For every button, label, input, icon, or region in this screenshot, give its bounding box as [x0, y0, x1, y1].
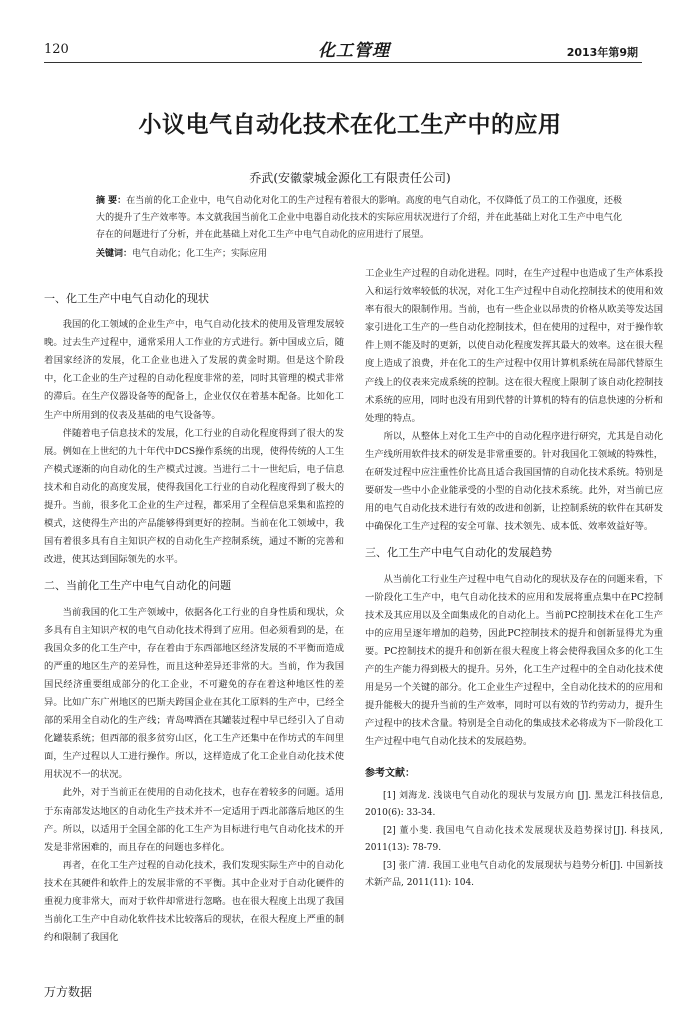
section-1-heading: 一、化工生产中电气自动化的现状 [44, 292, 209, 305]
paragraph: 伴随着电子信息技术的发展，化工行业的自动化程度得到了很大的发展。例如在上世纪的九十年代中DCS操作系统的出现，使得传统的人工生产模式逐渐的向自动化的生产模式过渡。当进行二十一世纪后，电子信息技术和自动化的高度发展，使得我国化工行业的自动化程度得到了极大的提升。当前，很多化工企业的生产过程，都采用了全程信息采集和监控的模式，这使得生产出的产品能够得到更好的控制。当前在化工领域中，我国有着很多具有自主知识产权的自动化生产控制系统，通过不断的完善和改进，使其达到国际领先的水平。 [44, 427, 344, 566]
right-column [365, 265, 663, 893]
abstract [96, 193, 622, 244]
page-number: 120 [44, 42, 69, 57]
journal-logo: 化工管理 [318, 41, 390, 61]
keywords [96, 246, 622, 259]
reference-item: [2] 董小斐. 我国电气自动化技术发展现状及趋势探讨[J]. 科技风, 2011(13): 78-79. [365, 825, 663, 854]
article-title: 小议电气自动化技术在化工生产中的应用 [138, 111, 562, 138]
references-heading: 参考文献： [365, 768, 415, 780]
abstract-label: 摘 要： [96, 196, 127, 206]
paragraph: 所以，从整体上对化工生产中的自动化程序进行研究，尤其是自动化生产线所用软件技术的研发是非常重要的。针对我国化工领域的特殊性，在研发过程中应注重性价比高且适合我国国情的自动化技术系统。特别是要研发一些中小企业能承受的小型的自动化技术系统。此外，对当前已应用的电气自动化技术进行有效的改进和创新，让控制系统的软件在其研发中确保化工生产过程的安全可靠、技术领先、成本低、效率效益好等。 [365, 430, 663, 533]
paragraph: 当前我国的化工生产领域中，依据各化工行业的自身性质和现状，众多具有自主知识产权的电气自动化技术得到了应用。但必须看到的是，在我国众多的化工生产中，存在着由于东西部地区经济发展的不平衡而造成的严重的地区生产的差异性，而且这种差异还非常的大。当前，作为我国国民经济重要组成部分的化工企业，不可避免的存在着这种地区性的差异。比如广东广州地区的巴斯夫跨国企业在其化工原料的生产中，已经全部的采用全自动化的生产线；青岛啤酒在其罐装过程中早已经引入了自动化罐装系统；但西部的很多贫穷山区，化工生产还集中在作坊式的车间里面，生产过程以人工进行操作。所以，这样造成了化工企业自动化技术使用状况不一的状况。 [44, 606, 344, 781]
paragraph: 我国的化工领域的企业生产中，电气自动化技术的使用及管理发展较晚。过去生产过程中，通常采用人工作业的方式进行。新中国成立后，随着国家经济的发展，化工企业也进入了发展的黄金时期。但是这个阶段中，化工企业的生产过程的自动化程度非常的差，同时其管理的模式非常的滞后。在生产仪器设备等的配备上，企业仅仅在着基本配备。比如化工生产中所用到的仪表及基础的电气设备等。 [44, 319, 344, 421]
watermark: 万方数据 [44, 985, 93, 999]
reference-item: [1] 刘海龙. 浅谈电气自动化的现状与发展方向 [J]. 黑龙江科技信息, 2010(6): 33-34. [365, 790, 663, 819]
paragraph: 此外，对于当前正在使用的自动化技术，也存在着较多的问题。适用于东南部发达地区的自动化生产技术并不一定适用于西北部落后地区的生产。所以，以适用于全国全部的化工生产为目标进行电气自动化技术的开发是非常困难的，而且存在的问题也多样化。 [44, 787, 344, 853]
paragraph: 再者，在化工生产过程的自动化技术，我们发现实际生产中的自动化技术在其硬件和软件上的发展非常的不平衡。其中企业对于自动化硬件的重视力度非常大，而对于软件却常进行忽略。也在很大程度上出现了我国当前化工生产中自动化软件技术比较落后的现状，在很大程度上严重的制约和限制了我国化 [44, 859, 344, 944]
author-line: 乔武(安徽蒙城金源化工有限责任公司) [249, 171, 451, 185]
section-3-heading: 三、化工生产中电气自动化的发展趋势 [365, 546, 552, 560]
keywords-text: 电气自动化；化工生产；实际应用 [132, 249, 268, 259]
paragraph-continued: 工企业生产过程的自动化进程。同时，在生产过程中也造成了生产体系投入和运行效率较低的状况，对化工生产过程中自动化控制技术的使用和效率有很大的限制作用。当前，也有一些企业以昂贵的价格从欧美等发达国家引进化工生产的一些自动化控制技术，但在使用的过程中，对于操作软件上则不能及时的更新，以使自动化程度发挥其最大的效率。这在很大程度上造成了浪费，并在化工的生产过程中仅用计算机系统在局部代替原生产线上的仪表来完成系统的控制。这在很大程度上限制了该自动化控制技术系统的应用，同时也没有用到代替的计算机的特有的信息快速的分析和处理的特点。 [365, 268, 663, 424]
reference-item: [3] 张广清. 我国工业电气自动化的发展现状与趋势分析[J]. 中国新技术新产品, 2011(11): 104. [365, 860, 663, 889]
keywords-label: 关键词： [96, 249, 133, 259]
paragraph: 从当前化工行业生产过程中电气自动化的现状及存在的问题来看，下一阶段化工生产中，电气自动化技术的应用和发展将重点集中在PC控制技术及其应用以及全面集成化的自动化上。当前PC控制技术在化工生产中的应用呈逐年增加的趋势，因此PC控制技术的提升和创新显得尤为重要。PC控制技术的提升和创新在很大程度上将会使得我国众多的化工生产的生产能力得到极大的提升。另外，化工生产过程中的全自动化技术使用是另一个关键的部分。化工企业生产过程中，全自动化技术的的应用和提升能极大的提升当前的生产效率，同时可以有效的节约劳动力，提升生产过程中的技术含量。特别是全自动化的集成技术必将成为下一阶段化工生产过程中电气自动化技术的发展趋势。 [365, 573, 663, 748]
issue-label: 2013年第9期 [566, 46, 638, 59]
section-2-heading: 二、当前化工生产中电气自动化的问题 [44, 579, 231, 593]
header-divider [44, 62, 642, 63]
left-column [44, 282, 344, 947]
abstract-text: 在当前的化工企业中，电气自动化对化工的生产过程有着很大的影响。高度的电气自动化，不仅降低了员工的工作强度，还极大的提升了生产效率等。本文就我国当前化工企业中电器自动化技术的实际应用状况进行了介绍，并在此基础上对化工生产中电气化存在的问题进行了分析，并在此基础上对化工生产中电气自动化的应用进行了展望。 [96, 196, 622, 240]
